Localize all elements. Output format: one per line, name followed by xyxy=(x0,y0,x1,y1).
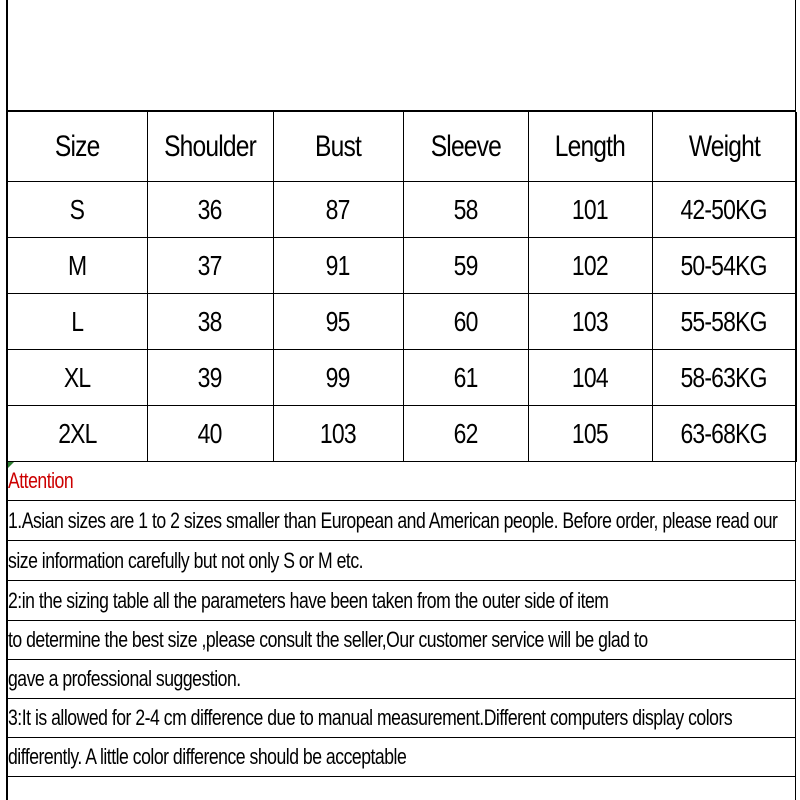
header-shoulder: Shoulder xyxy=(147,112,273,182)
cell-length: 102 xyxy=(528,238,652,294)
row-divider xyxy=(8,776,796,777)
cell-shoulder: 40 xyxy=(147,406,273,462)
cell-size: XL xyxy=(8,350,147,406)
cell-weight: 42-50KG xyxy=(652,182,796,238)
cell-weight: 55-58KG xyxy=(652,294,796,350)
row-divider xyxy=(8,698,796,699)
attention-heading: Attention xyxy=(8,468,74,493)
note-line: 3:It is allowed for 2-4 cm difference due to manual measurement.Different computers display colors xyxy=(8,705,733,730)
note-line: to determine the best size ,please consult the seller,Our customer service will be glad to xyxy=(8,627,648,652)
cell-bust: 103 xyxy=(273,406,403,462)
cell-length: 101 xyxy=(528,182,652,238)
row-divider xyxy=(8,540,796,541)
cell-sleeve: 61 xyxy=(403,350,528,406)
header-size: Size xyxy=(8,112,147,182)
note-line: 2:in the sizing table all the parameters have been taken from the outer side of item xyxy=(8,588,609,613)
cell-sleeve: 60 xyxy=(403,294,528,350)
cell-shoulder: 39 xyxy=(147,350,273,406)
cell-weight: 58-63KG xyxy=(652,350,796,406)
table-row xyxy=(8,182,796,238)
cell-bust: 95 xyxy=(273,294,403,350)
cell-sleeve: 59 xyxy=(403,238,528,294)
header-length: Length xyxy=(528,112,652,182)
cell-length: 105 xyxy=(528,406,652,462)
table-row xyxy=(8,350,796,406)
cell-length: 104 xyxy=(528,350,652,406)
cell-shoulder: 38 xyxy=(147,294,273,350)
cell-shoulder: 36 xyxy=(147,182,273,238)
note-line: 1.Asian sizes are 1 to 2 sizes smaller than European and American people. Before order, please read our xyxy=(8,508,778,533)
cell-size: 2XL xyxy=(8,406,147,462)
header-weight: Weight xyxy=(652,112,796,182)
note-line: differently. A little color difference should be acceptable xyxy=(8,744,407,769)
row-divider xyxy=(8,500,796,501)
cell-weight: 50-54KG xyxy=(652,238,796,294)
table-row xyxy=(8,406,796,462)
table-row xyxy=(8,238,796,294)
note-line: gave a professional suggestion. xyxy=(8,666,241,691)
cell-bust: 91 xyxy=(273,238,403,294)
cell-bust: 87 xyxy=(273,182,403,238)
row-divider xyxy=(8,737,796,738)
cell-size: L xyxy=(8,294,147,350)
row-divider xyxy=(8,620,796,621)
header-sleeve: Sleeve xyxy=(403,112,528,182)
row-divider xyxy=(8,580,796,581)
cell-size: M xyxy=(8,238,147,294)
cell-weight: 63-68KG xyxy=(652,406,796,462)
cell-size: S xyxy=(8,182,147,238)
row-divider xyxy=(8,659,796,660)
table-row xyxy=(8,294,796,350)
cell-bust: 99 xyxy=(273,350,403,406)
cell-length: 103 xyxy=(528,294,652,350)
size-table xyxy=(8,112,797,462)
cell-shoulder: 37 xyxy=(147,238,273,294)
table-header-row xyxy=(8,112,796,182)
cell-sleeve: 62 xyxy=(403,406,528,462)
note-line: size information carefully but not only S or M etc. xyxy=(8,548,364,573)
cell-sleeve: 58 xyxy=(403,182,528,238)
header-bust: Bust xyxy=(273,112,403,182)
